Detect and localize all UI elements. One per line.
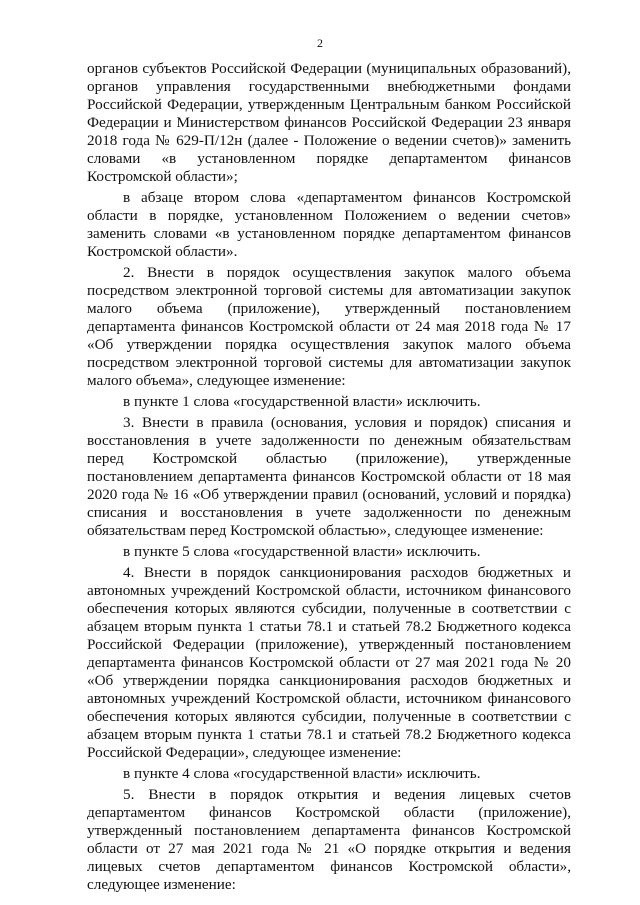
paragraph-item-2-change: в пункте 1 слова «государственной власти» исключить. [123,393,481,410]
paragraph-second-abzac: в абзаце втором слова «департаментом финансов Костромской области в порядке, установленном Положением о ведении счетов» заменить словами «в установленном порядке департаментом финансов Костромской области». [87,189,571,260]
paragraph-item-3-change: в пункте 5 слова «государственной власти» исключить. [123,543,481,560]
paragraph-continuation: органов субъектов Российской Федерации (муниципальных образований), органов управления государственными внебюджетными фондами Российской Федерации, утвержденным Центральным банком Российской Федерации и Министерством финансов Российской Федерации 23 января 2018 года № 629-П/12н (далее - Положение о ведении счетов)» заменить словами «в установленном порядке департаментом финансов Костромской области»; [87,60,571,185]
paragraph-item-5: 5. Внести в порядок открытия и ведения лицевых счетов департаментом финансов Костромской области (приложение), утвержденный постановлением департамента финансов Костромской области от 27 мая 2021 года № 21 «О порядке открытия и ведения лицевых счетов департаментом финансов Костромской области», следующее изменение: [87,786,571,893]
paragraph-item-2: 2. Внести в порядок осуществления закупок малого объема посредством электронной торговой системы для автоматизации закупок малого объема (приложение), утвержденный постановлением департамента финансов Костромской области от 24 мая 2018 года № 17 «Об утверждении порядка осуществления закупок малого объема посредством электронной торговой системы для автоматизации закупок малого объема», следующее изменение: [87,264,571,389]
paragraph-item-4: 4. Внести в порядок санкционирования расходов бюджетных и автономных учреждений Костромской области, источником финансового обеспечения которых являются субсидии, полученные в соответствии с абзацем вторым пункта 1 статьи 78.1 и статьей 78.2 Бюджетного кодекса Российской Федерации (приложение), утвержденный постановлением департамента финансов Костромской области от 27 мая 2021 года № 20 «Об утверждении порядка санкционирования расходов бюджетных и автономных учреждений Костромской области, источником финансового обеспечения которых являются субсидии, полученные в соответствии с абзацем вторым пункта 1 статьи 78.1 и статьей 78.2 Бюджетного кодекса Российской Федерации», следующее изменение: [87,564,571,761]
paragraph-item-3: 3. Внести в правила (основания, условия и порядок) списания и восстановления в учете задолженности по денежным обязательствам перед Костромской областью (приложение), утвержденные постановлением департамента финансов Костромской области от 18 мая 2020 года № 16 «Об утверждении правил (оснований, условий и порядка) списания и восстановления в учете задолженности по денежным обязательствам перед Костромской областью», следующее изменение: [87,414,571,539]
document-body [87,60,571,894]
paragraph-item-4-change: в пункте 4 слова «государственной власти» исключить. [123,765,481,782]
page-number: 2 [317,36,323,50]
